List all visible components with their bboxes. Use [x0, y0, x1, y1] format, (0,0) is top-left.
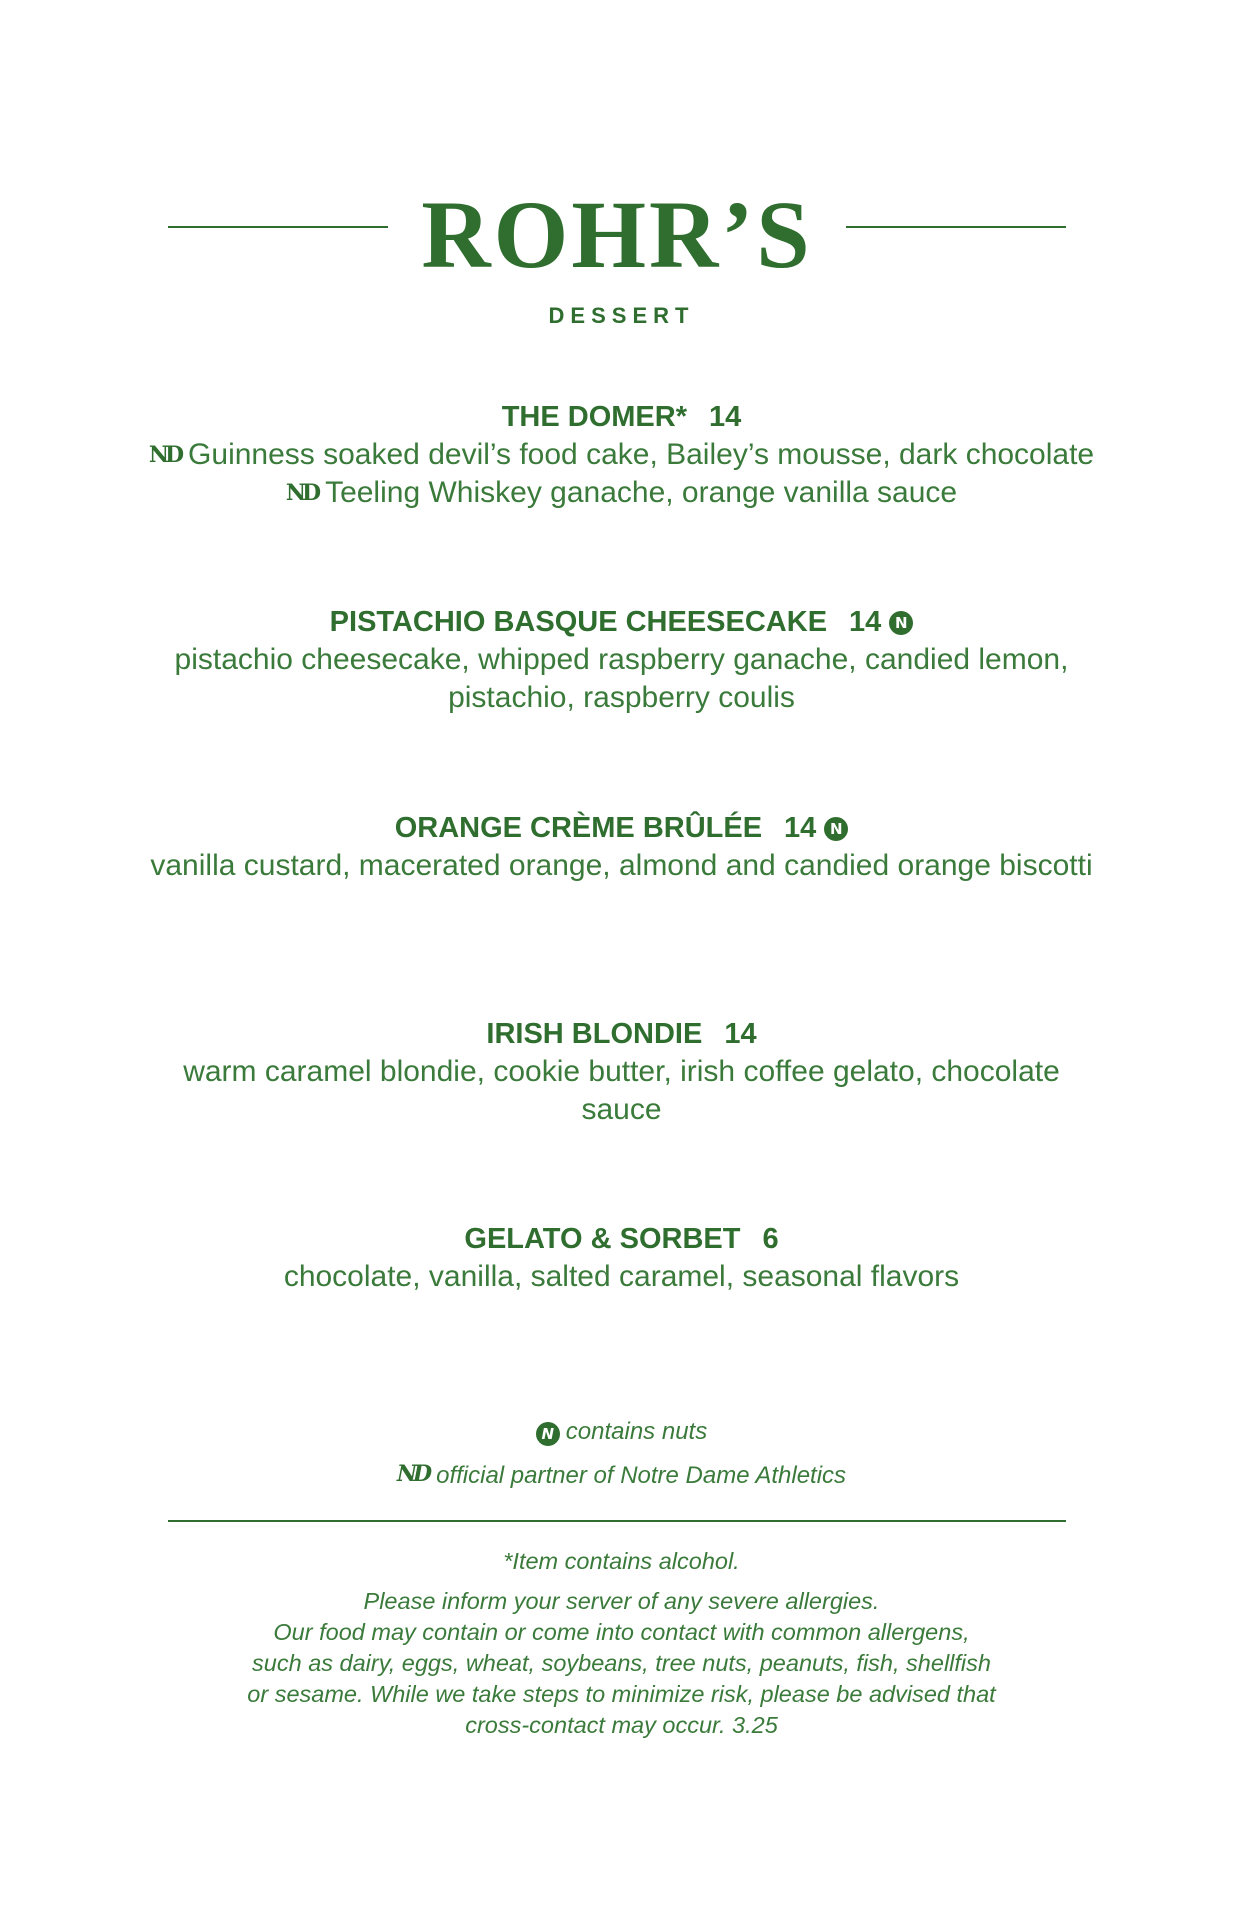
- notre-dame-icon: ND: [148, 442, 181, 468]
- notre-dame-icon: ND: [285, 480, 318, 506]
- item-price: 14: [784, 812, 817, 844]
- allergy-line: cross-contact may occur. 3.25: [465, 1712, 778, 1738]
- item-title: PISTACHIO BASQUE CHEESECAKE: [329, 606, 828, 638]
- item-description: vanilla custard, macerated orange, almond and candied orange biscotti: [150, 849, 1093, 882]
- item-price: 6: [762, 1223, 779, 1255]
- item-title: THE DOMER*: [501, 401, 688, 433]
- allergy-line: Our food may contain or come into contact with common allergens,: [273, 1619, 970, 1645]
- notre-dame-icon: ND: [396, 1461, 429, 1487]
- menu-item-pistachio-basque-cheesecake: [140, 603, 1103, 717]
- item-description: warm caramel blondie, cookie butter, irish coffee gelato, chocolate sauce: [183, 1055, 1060, 1126]
- menu-item-irish-blondie: [140, 1015, 1103, 1129]
- menu-item-gelato-sorbet: [140, 1220, 1103, 1296]
- item-title: IRISH BLONDIE: [486, 1018, 703, 1050]
- alcohol-note: *Item contains alcohol.: [503, 1548, 740, 1574]
- item-description: pistachio cheesecake, whipped raspberry ganache, candied lemon, pistachio, raspberry coulis: [174, 643, 1069, 714]
- item-description: chocolate, vanilla, salted caramel, seasonal flavors: [283, 1260, 960, 1293]
- menu-item-orange-creme-brulee: [140, 809, 1103, 885]
- item-description-part-2: Teeling Whiskey ganache, orange vanilla sauce: [325, 476, 958, 509]
- item-title: GELATO & SORBET: [464, 1223, 741, 1255]
- item-price: 14: [724, 1018, 757, 1050]
- item-description: [140, 436, 1103, 512]
- header-rule-right: [846, 226, 1066, 228]
- legend-nuts-text: contains nuts: [565, 1418, 708, 1445]
- nut-icon: N: [536, 1422, 560, 1446]
- legend-partner: [0, 1461, 1243, 1490]
- allergy-line: such as dairy, eggs, wheat, soybeans, tree nuts, peanuts, fish, shellfish: [252, 1650, 991, 1676]
- allergy-line: or sesame. While we take steps to minimize risk, please be advised that: [247, 1681, 996, 1707]
- item-price: 14: [709, 401, 742, 433]
- nut-icon: N: [889, 611, 913, 635]
- restaurant-logo: ROHR’S: [421, 181, 813, 288]
- menu-section-title: DESSERT: [548, 303, 695, 328]
- allergy-line: Please inform your server of any severe allergies.: [363, 1588, 880, 1614]
- menu-header: [0, 181, 1243, 288]
- nut-icon: N: [824, 817, 848, 841]
- item-description-part-1: Guinness soaked devil’s food cake, Bailey’s mousse, dark chocolate: [188, 438, 1095, 471]
- item-title: ORANGE CRÈME BRÛLÉE: [394, 812, 763, 844]
- legend-nuts: [0, 1418, 1243, 1446]
- item-price: 14: [849, 606, 882, 638]
- footer-divider: [168, 1520, 1066, 1522]
- header-rule-left: [168, 226, 388, 228]
- menu-item-the-domer: [140, 398, 1103, 512]
- legend-partner-text: official partner of Notre Dame Athletics: [436, 1462, 847, 1489]
- allergy-footer: [150, 1546, 1093, 1741]
